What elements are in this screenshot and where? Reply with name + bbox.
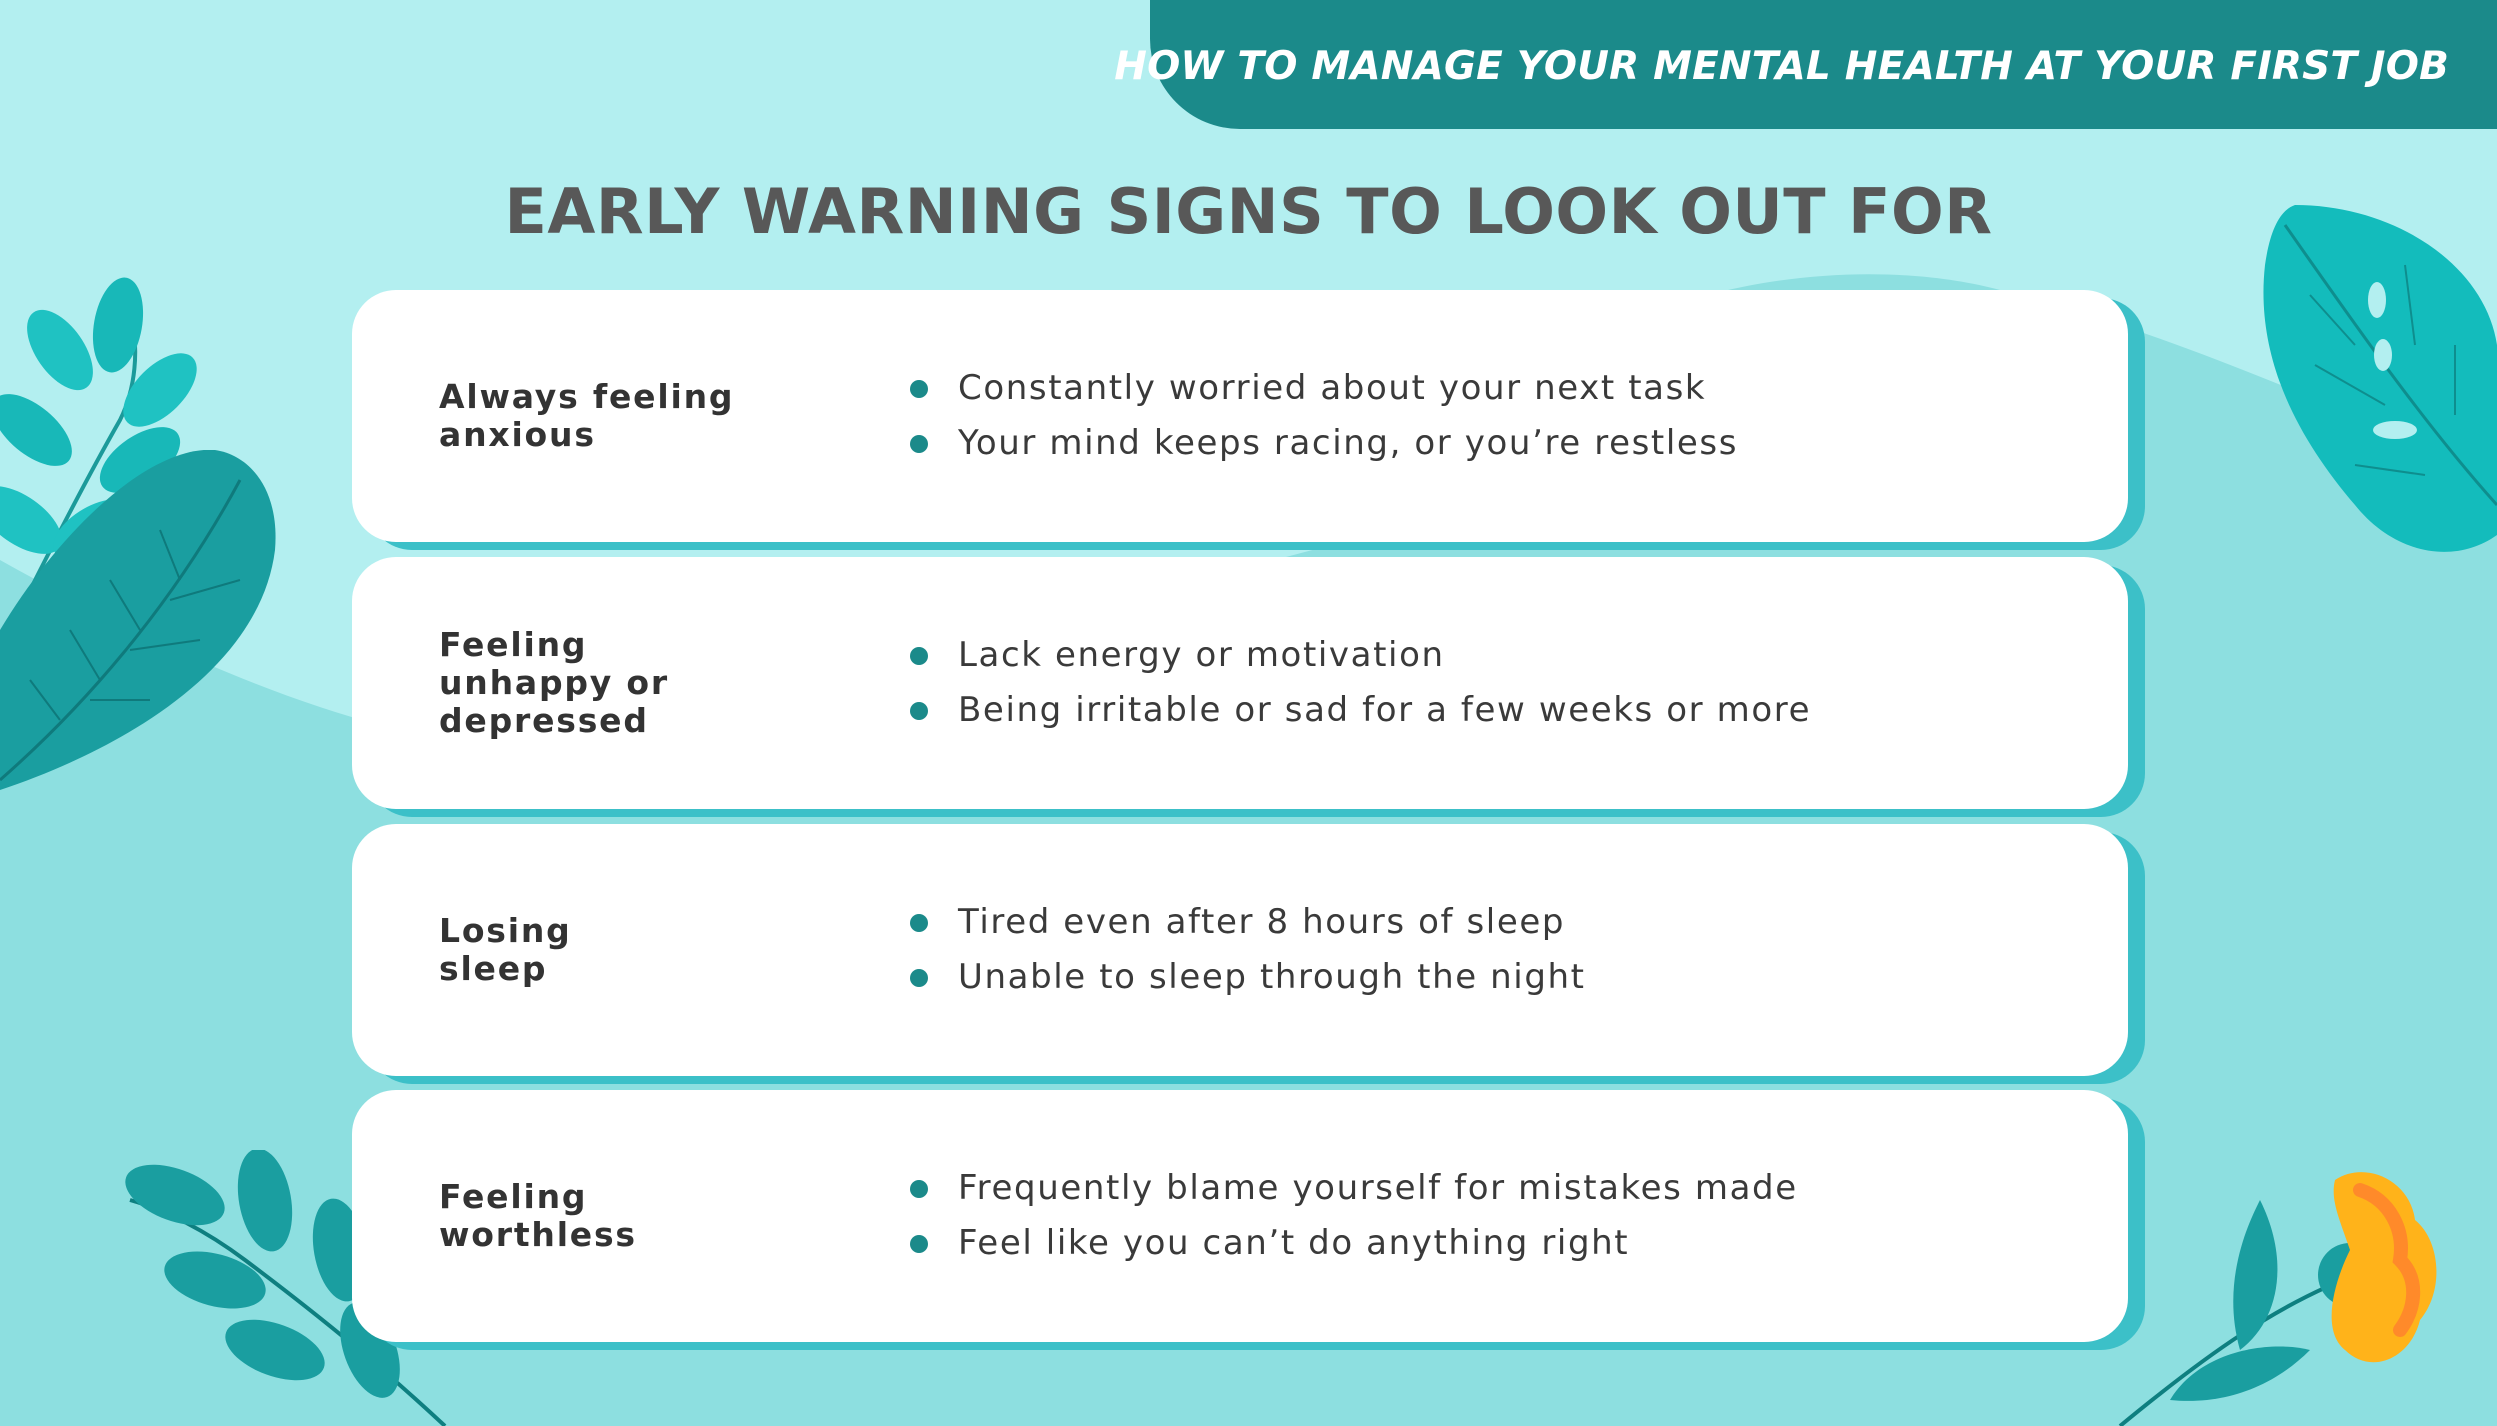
bullet-dot-icon	[910, 702, 928, 720]
sign-label: Feeling worthless	[439, 1177, 637, 1254]
large-leaf-icon	[0, 450, 290, 800]
card-body	[352, 1090, 2128, 1342]
symptom-list	[910, 895, 1586, 1005]
banner-text: HOW TO MANAGE YOUR MENTAL HEALTH AT YOUR FIRST JOB	[1114, 44, 2449, 89]
bullet-dot-icon	[910, 435, 928, 453]
symptom-text: Your mind keeps racing, or you’re restless	[958, 423, 1739, 463]
symptom-text: Being irritable or sad for a few weeks or more	[958, 690, 1812, 730]
monstera-leaf-icon	[2255, 205, 2497, 560]
symptom-text: Frequently blame yourself for mistakes made	[958, 1168, 1798, 1208]
symptom-list	[910, 1161, 1798, 1271]
sign-label: Feeling unhappy or depressed	[439, 625, 669, 740]
sign-label: Always feeling anxious	[439, 377, 735, 454]
bullet-dot-icon	[910, 380, 928, 398]
symptom-list	[910, 361, 1738, 471]
symptom-item	[910, 361, 1738, 416]
bullet-dot-icon	[910, 647, 928, 665]
card-body	[352, 290, 2128, 542]
symptom-item	[910, 416, 1738, 471]
sign-card-sleep	[352, 824, 2145, 1076]
symptom-text: Tired even after 8 hours of sleep	[958, 902, 1566, 942]
symptom-item	[910, 1216, 1798, 1271]
symptom-text: Unable to sleep through the night	[958, 957, 1586, 997]
symptom-item	[910, 628, 1811, 683]
header-banner	[1114, 0, 2497, 129]
flower-icon	[2110, 1160, 2450, 1426]
card-body	[352, 824, 2128, 1076]
sign-label: Losing sleep	[439, 911, 572, 988]
symptom-item	[910, 895, 1586, 950]
sign-card-unhappy	[352, 557, 2145, 809]
symptom-item	[910, 1161, 1798, 1216]
symptom-text: Feel like you can’t do anything right	[958, 1223, 1630, 1263]
sign-card-worthless	[352, 1090, 2145, 1342]
symptom-text: Lack energy or motivation	[958, 635, 1445, 675]
symptom-item	[910, 950, 1586, 1005]
bullet-dot-icon	[910, 1180, 928, 1198]
symptom-list	[910, 628, 1811, 738]
card-body	[352, 557, 2128, 809]
bullet-dot-icon	[910, 1235, 928, 1253]
page-title: EARLY WARNING SIGNS TO LOOK OUT FOR	[504, 175, 1993, 248]
sign-card-anxious	[352, 290, 2145, 542]
bullet-dot-icon	[910, 969, 928, 987]
symptom-item	[910, 683, 1811, 738]
symptom-text: Constantly worried about your next task	[958, 368, 1707, 408]
bullet-dot-icon	[910, 914, 928, 932]
